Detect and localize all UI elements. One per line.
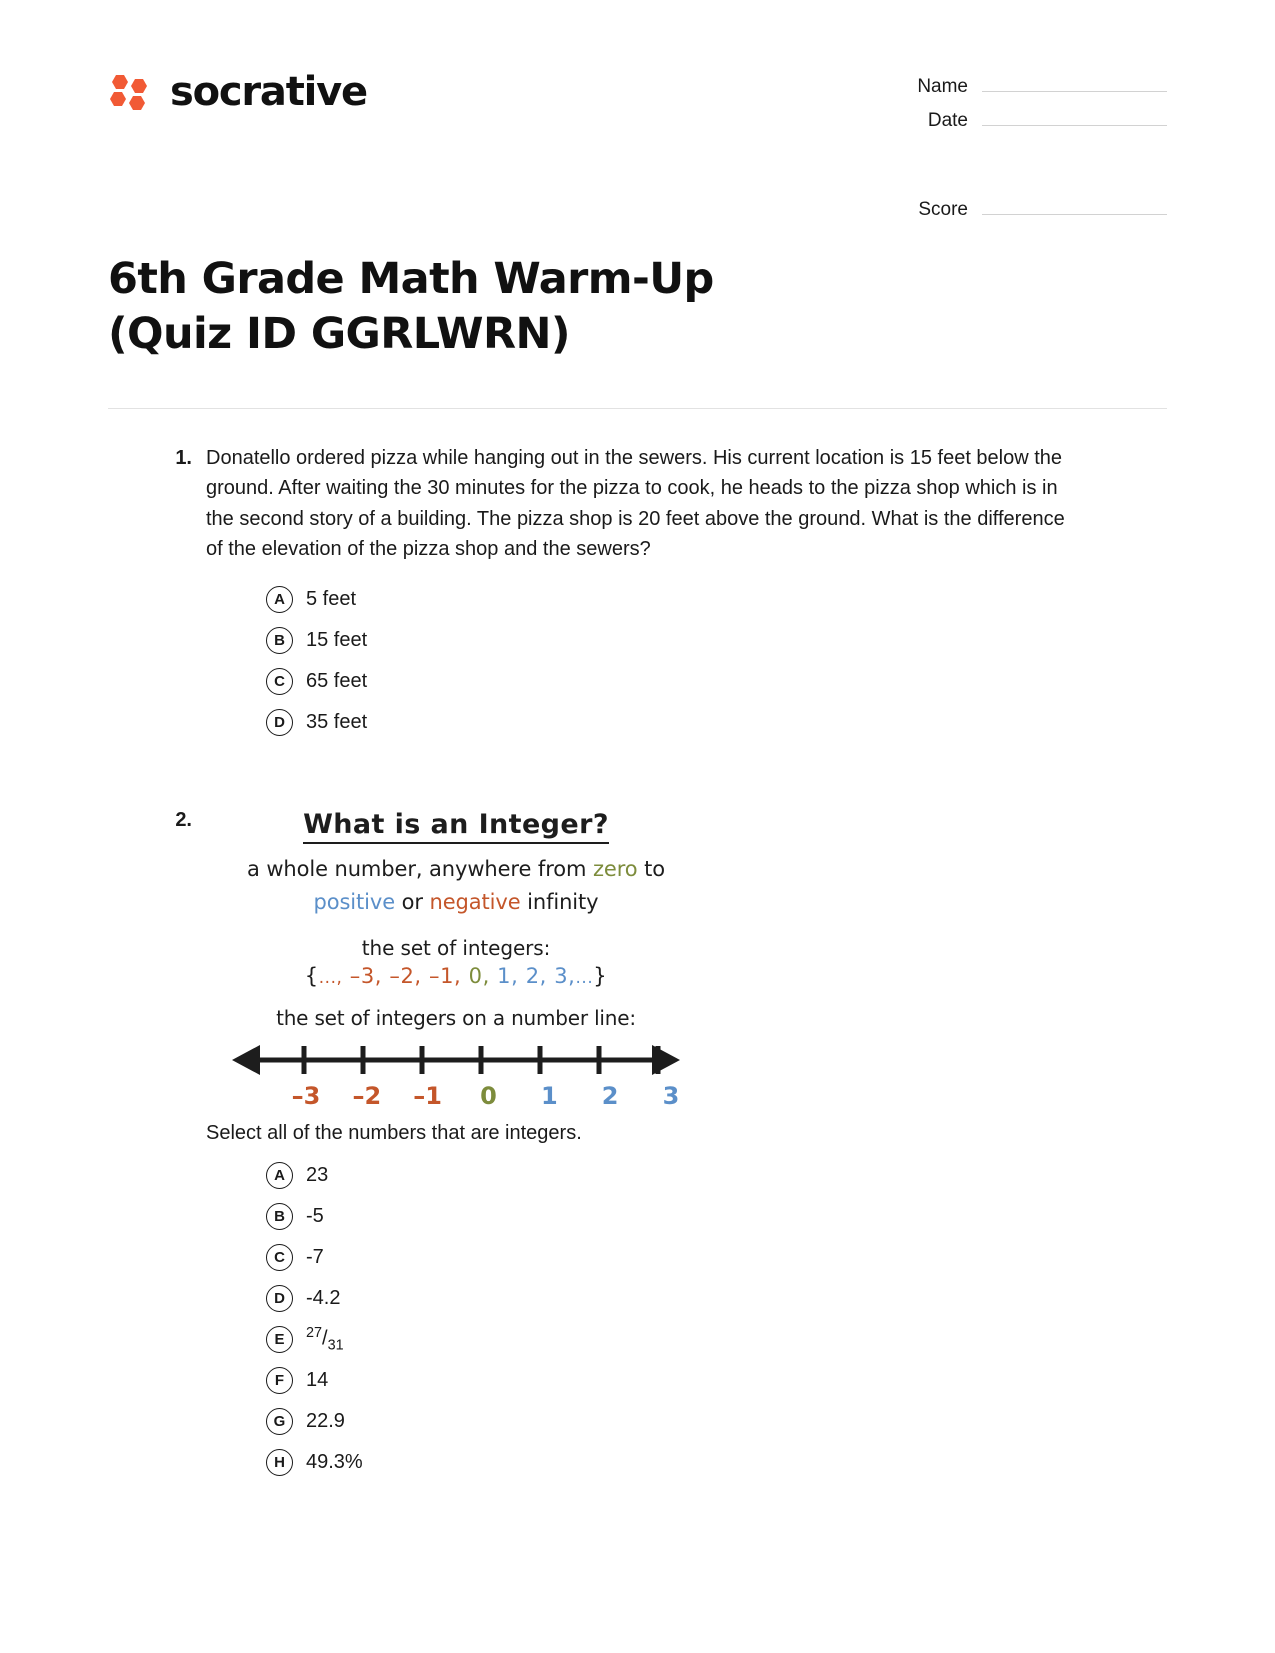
fraction-numerator: 27 (306, 1324, 323, 1341)
poster-numberline-label: the set of integers on a number line: (276, 1005, 636, 1030)
option-bubble-c[interactable]: C (266, 1244, 293, 1271)
option-row[interactable] (108, 1155, 1167, 1196)
option-bubble-f[interactable]: F (266, 1367, 293, 1394)
header-divider (108, 408, 1167, 409)
set-leading-ellipsis: ..., (318, 966, 343, 987)
score-input-line[interactable] (982, 196, 1167, 215)
questions-list (108, 443, 1167, 1483)
set-value-neg2: –2, (389, 963, 422, 988)
poster-definition-part2: to (637, 856, 665, 881)
option-label-b: 15 feet (306, 629, 368, 652)
question-2-body (206, 805, 706, 1145)
option-row[interactable] (108, 1360, 1167, 1401)
tick-label-2: 2 (601, 1081, 619, 1110)
option-label-c: 65 feet (306, 670, 368, 693)
question-1-options (108, 579, 1167, 743)
fraction-denominator: 31 (327, 1337, 344, 1354)
poster-set-notation (206, 964, 706, 988)
poster-word-infinity: infinity (520, 890, 599, 915)
option-bubble-g[interactable]: G (266, 1408, 293, 1435)
question-2 (108, 805, 1167, 1483)
tick-label-neg1: –1 (413, 1081, 442, 1110)
option-bubble-a[interactable]: A (266, 1162, 293, 1189)
option-label-e (306, 1326, 344, 1353)
set-value-zero: 0, (468, 963, 490, 988)
option-label-a: 5 feet (306, 588, 357, 611)
name-label: Name (917, 76, 968, 97)
set-open-brace: { (304, 963, 319, 988)
score-field-row (862, 196, 1167, 221)
student-meta-fields (862, 55, 1167, 230)
question-2-prompt: Select all of the numbers that are integers. (206, 1121, 582, 1144)
title-block (108, 252, 838, 362)
option-row[interactable] (108, 1442, 1167, 1483)
question-2-options (108, 1155, 1167, 1483)
socrative-logo (108, 55, 367, 115)
option-row[interactable] (108, 1401, 1167, 1442)
option-label-a: 23 (306, 1164, 329, 1187)
date-input-line[interactable] (982, 107, 1167, 126)
poster-word-negative: negative (429, 890, 521, 915)
question-1 (108, 443, 1167, 743)
option-row[interactable] (108, 1319, 1167, 1360)
question-2-head (108, 805, 1167, 1145)
option-label-b: -5 (306, 1205, 324, 1228)
set-value-neg3: –3, (349, 963, 383, 988)
hexagon-cluster-icon (108, 69, 154, 115)
option-bubble-c[interactable]: C (266, 668, 293, 695)
option-label-f: 14 (306, 1369, 329, 1392)
poster-definition-part1: a whole number, anywhere from (247, 856, 593, 881)
number-line-graphic (226, 1036, 686, 1110)
question-2-number: 2. (175, 808, 192, 831)
tick-label-3: 3 (662, 1081, 680, 1110)
tick-label-neg3: –3 (291, 1081, 321, 1110)
option-row[interactable] (108, 579, 1167, 620)
poster-set-label: the set of integers: (361, 935, 551, 960)
set-value-neg1: –1, (429, 963, 462, 988)
name-input-line[interactable] (982, 73, 1167, 92)
date-field-row (862, 107, 1167, 132)
set-trailing-ellipsis: ... (575, 966, 594, 987)
fraction-27-31 (306, 1326, 344, 1353)
option-bubble-a[interactable]: A (266, 586, 293, 613)
page-header (108, 55, 1167, 230)
option-bubble-d[interactable]: D (266, 1285, 293, 1312)
option-row[interactable] (108, 1237, 1167, 1278)
integer-poster-image (206, 809, 706, 1110)
poster-definition (206, 853, 706, 920)
option-bubble-h[interactable]: H (266, 1449, 293, 1476)
set-value-3: 3, (554, 963, 576, 988)
page-title: 6th Grade Math Warm-Up (Quiz ID GGRLWRN) (108, 254, 714, 360)
option-row[interactable] (108, 1278, 1167, 1319)
option-bubble-d[interactable]: D (266, 709, 293, 736)
fraction-slash: / (322, 1327, 328, 1350)
question-1-head (108, 443, 1167, 565)
tick-label-1: 1 (540, 1081, 558, 1110)
option-label-d: -4.2 (306, 1287, 341, 1310)
option-label-h: 49.3% (306, 1451, 363, 1474)
option-bubble-e[interactable]: E (266, 1326, 293, 1353)
question-1-text: Donatello ordered pizza while hanging out in the sewers. His current location is 15 feet below the ground. After waiting the 30 minutes for the pizza to cook, he heads to the pizza shop which is in the second story of a building. The pizza shop is 20 feet above the ground. What is the difference of the elevation of the pizza shop and the sewers? (206, 447, 1065, 561)
number-line-tick-labels (281, 1082, 694, 1110)
option-label-g: 22.9 (306, 1410, 345, 1433)
poster-word-or: or (395, 890, 430, 915)
option-row[interactable] (108, 702, 1167, 743)
set-close-brace: } (593, 963, 608, 988)
option-row[interactable] (108, 1196, 1167, 1237)
score-label: Score (918, 199, 968, 220)
set-value-1: 1, (497, 963, 519, 988)
option-row[interactable] (108, 661, 1167, 702)
brand-wordmark: socrative (170, 69, 367, 115)
option-bubble-b[interactable]: B (266, 627, 293, 654)
option-label-c: -7 (306, 1246, 324, 1269)
date-label: Date (927, 110, 968, 131)
tick-label-zero: 0 (480, 1081, 497, 1110)
poster-word-zero: zero (592, 856, 638, 881)
option-bubble-b[interactable]: B (266, 1203, 293, 1230)
option-row[interactable] (108, 620, 1167, 661)
tick-label-neg2: –2 (352, 1081, 382, 1110)
option-label-d: 35 feet (306, 711, 368, 734)
set-value-2: 2, (525, 963, 547, 988)
name-field-row (862, 73, 1167, 98)
poster-title: What is an Integer? (303, 809, 609, 844)
question-1-number: 1. (175, 447, 192, 470)
poster-word-positive: positive (313, 890, 396, 915)
